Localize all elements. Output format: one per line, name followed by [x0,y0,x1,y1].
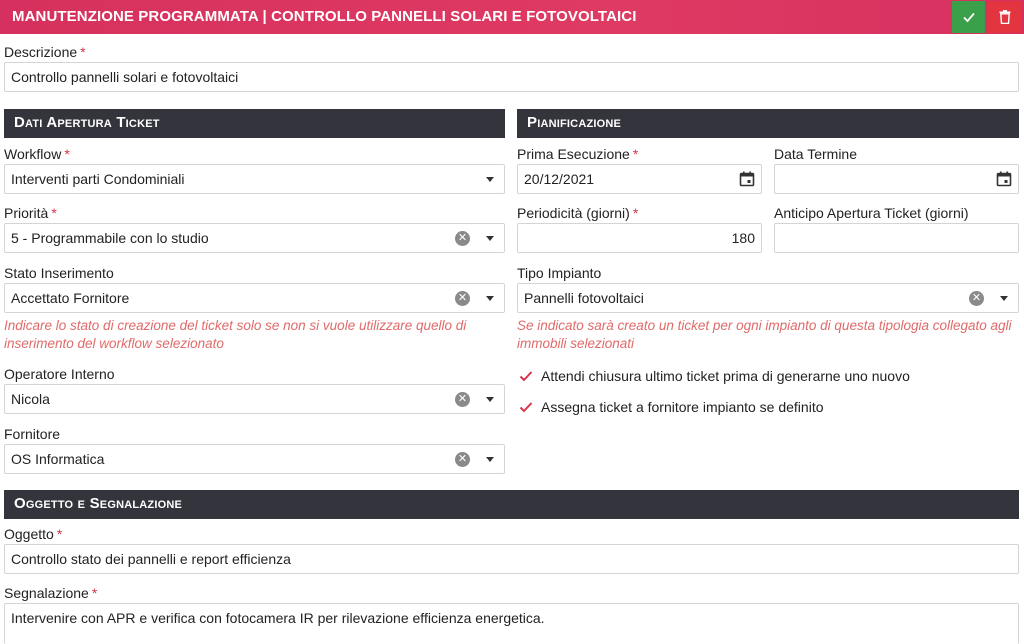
oggetto-input[interactable]: Controllo stato dei pannelli e report efficienza [4,544,1019,574]
chevron-down-icon[interactable] [486,296,494,301]
tipo-impianto-hint: Se indicato sarà creato un ticket per ogni impianto di questa tipologia collegato agli immobili selezionati [517,318,1012,351]
fornitore-select[interactable]: OS Informatica ✕ [4,444,505,474]
checkmark-icon[interactable] [519,369,533,383]
priorita-label: Priorità * [4,205,57,221]
section-oggetto-segnalazione: Oggetto e Segnalazione [4,490,1019,519]
calendar-icon[interactable] [739,171,755,187]
chevron-down-icon[interactable] [486,397,494,402]
priorita-select[interactable]: 5 - Programmabile con lo studio ✕ [4,223,505,253]
trash-icon [999,10,1011,24]
data-termine-date-input[interactable] [774,164,1019,194]
tipo-impianto-select[interactable]: Pannelli fotovoltaici ✕ [517,283,1019,313]
prima-esecuzione-label: Prima Esecuzione * [517,146,639,162]
clear-icon[interactable]: ✕ [969,291,984,306]
chevron-down-icon[interactable] [486,177,494,182]
stato-inserimento-hint: Indicare lo stato di creazione del ticket solo se non si vuole utilizzare quello di inserimento del workflow selezionato [4,318,467,351]
check-icon [962,10,976,24]
data-termine-label: Data Termine [774,146,858,162]
operatore-interno-label: Operatore Interno [4,366,115,382]
anticipo-label: Anticipo Apertura Ticket (giorni) [774,205,969,221]
tipo-impianto-label: Tipo Impianto [517,265,602,281]
workflow-label: Workflow * [4,146,70,162]
option-assegna-label[interactable]: Assegna ticket a fornitore impianto se definito [541,399,824,415]
option-attendi-label[interactable]: Attendi chiusura ultimo ticket prima di generarne uno nuovo [541,368,910,384]
anticipo-input[interactable] [774,223,1019,253]
segnalazione-textarea[interactable]: Intervenire con APR e verifica con fotocamera IR per rilevazione efficienza energetica. [4,603,1019,644]
delete-button[interactable] [988,1,1021,33]
page-title: MANUTENZIONE PROGRAMMATA | CONTROLLO PANNELLI SOLARI E FOTOVOLTAICI [12,8,637,25]
calendar-icon[interactable] [996,171,1012,187]
stato-inserimento-label: Stato Inserimento [4,265,114,281]
periodicita-label: Periodicità (giorni) * [517,205,639,221]
chevron-down-icon[interactable] [1000,296,1008,301]
fornitore-label: Fornitore [4,426,61,442]
section-pianificazione: Pianificazione [517,109,1019,138]
periodicita-input[interactable]: 180 [517,223,762,253]
chevron-down-icon[interactable] [486,236,494,241]
prima-esecuzione-date-input[interactable]: 20/12/2021 [517,164,762,194]
segnalazione-label: Segnalazione * [4,585,98,601]
clear-icon[interactable]: ✕ [455,392,470,407]
title-bar [0,0,1024,34]
checkmark-icon[interactable] [519,400,533,414]
operatore-interno-select[interactable]: Nicola ✕ [4,384,505,414]
workflow-select[interactable]: Interventi parti Condominiali [4,164,505,194]
clear-icon[interactable]: ✕ [455,291,470,306]
clear-icon[interactable]: ✕ [455,452,470,467]
descrizione-label: Descrizione * [4,44,86,60]
clear-icon[interactable]: ✕ [455,231,470,246]
confirm-button[interactable] [952,1,985,33]
section-dati-apertura-ticket: Dati Apertura Ticket [4,109,505,138]
stato-inserimento-select[interactable]: Accettato Fornitore ✕ [4,283,505,313]
chevron-down-icon[interactable] [486,457,494,462]
oggetto-label: Oggetto * [4,526,63,542]
descrizione-input[interactable] [4,62,1019,92]
descrizione-value: Controllo pannelli solari e fotovoltaici [11,69,239,85]
